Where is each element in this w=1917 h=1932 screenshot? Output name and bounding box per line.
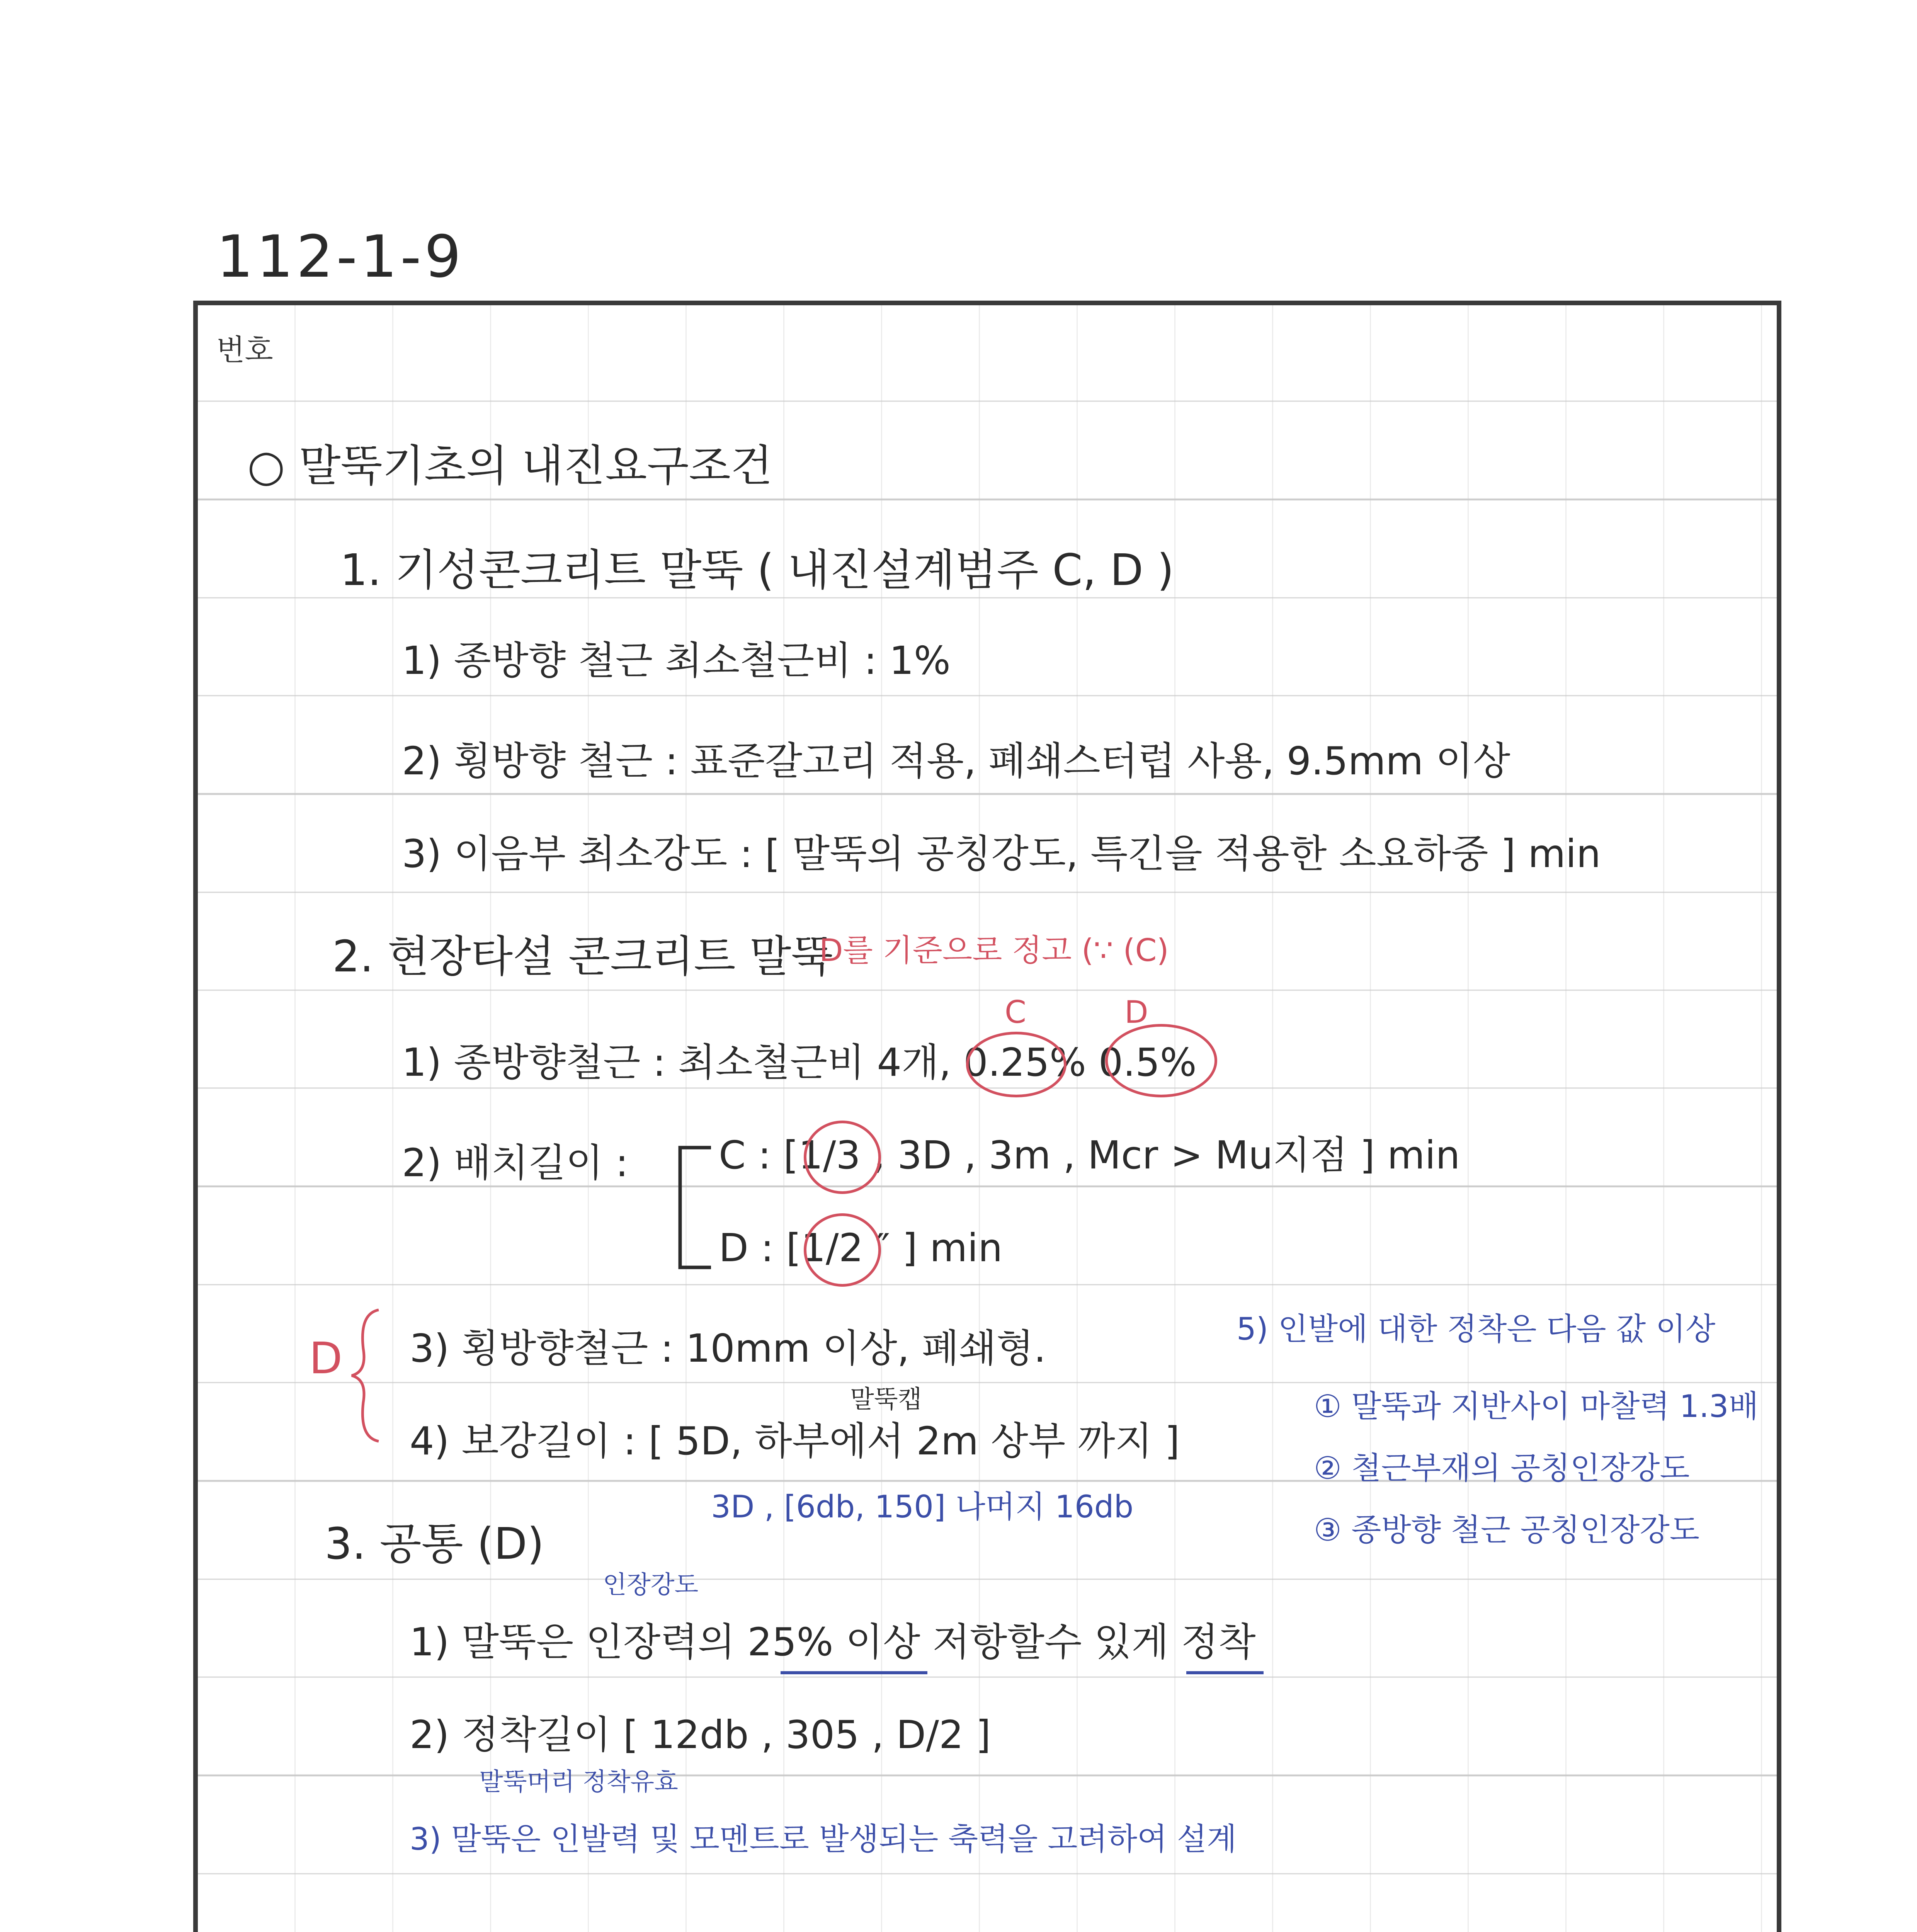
circle-mark [966,1032,1067,1097]
section-1-item-1: 1) 종방향 철근 최소철근비 : 1% [402,638,951,683]
section-3-item-2-note: 말뚝머리 정착유효 [479,1768,678,1796]
side-note-5-1: ① 말뚝과 지반사이 마찰력 1.3배 [1314,1388,1759,1424]
section-1-heading: 1. 기성콘크리트 말뚝 ( 내진설계범주 C, D ) [340,545,1174,595]
page-code: 112-1-9 [216,223,464,291]
section-3-item-3: 3) 말뚝은 인발력 및 모멘트로 발생되는 축력을 고려하여 설계 [410,1821,1237,1857]
left-bracket [672,1144,719,1275]
section-2-item-2-c: C : [1/3 , 3D , 3m , Mcr > Mu지점 ] min [719,1133,1460,1178]
section-2-item-4: 4) 보강길이 : [ 5D, 하부에서 2m 상부 까지 ] [410,1418,1180,1464]
section-3-item-2: 2) 정착길이 [ 12db , 305 , D/2 ] [410,1712,991,1757]
section-2-c-label: C [1005,994,1026,1030]
section-2-heading: 2. 현장타설 콘크리트 말뚝 [332,932,833,982]
section-3-item-1-note: 인장강도 [603,1571,699,1599]
number-label: 번호 [216,333,273,367]
side-note-5-2: ② 철근부재의 공칭인장강도 [1314,1450,1690,1486]
section-2-item-4-note: 말뚝캡 [850,1385,922,1414]
section-3-item-1: 1) 말뚝은 인장력의 25% 이상 저항할수 있게 정착 [410,1619,1256,1665]
curly-brace [348,1306,383,1445]
circle-mark [804,1121,881,1194]
circle-mark [1105,1024,1217,1097]
section-2-item-4-sub: 3D , [6db, 150] 나머지 16db [711,1489,1134,1525]
section-2-d-label: D [1124,994,1148,1030]
section-1-item-3: 3) 이음부 최소강도 : [ 말뚝의 공칭강도, 특긴을 적용한 소요하중 ] min [402,831,1601,876]
underline-mark [781,1671,927,1674]
circle-mark [804,1213,881,1287]
section-2-item-1: 1) 종방향철근 : 최소철근비 4개, 0.25% 0.5% [402,1040,1197,1085]
section-3-heading: 3. 공통 (D) [325,1519,544,1569]
section-2-item-3: 3) 횡방향철근 : 10mm 이상, 폐쇄형. [410,1326,1046,1371]
side-note-5: 5) 인발에 대한 정착은 다음 값 이상 [1237,1311,1716,1347]
section-1-item-2: 2) 횡방향 철근 : 표준갈고리 적용, 폐쇄스터럽 사용, 9.5mm 이상 [402,738,1510,784]
underline-mark [1186,1671,1264,1674]
section-2-item-2-d: D : [1/2 ″ ] min [719,1225,1003,1270]
section-2-item-2-label: 2) 배치길이 : [402,1140,629,1185]
title-line: ○ 말뚝기초의 내진요구조건 [247,441,773,491]
section-2-item-3-mark: D [309,1333,343,1384]
section-2-note: D를 기준으로 정고 (∵ (C) [819,932,1169,968]
side-note-5-3: ③ 종방향 철근 공칭인장강도 [1314,1512,1700,1548]
